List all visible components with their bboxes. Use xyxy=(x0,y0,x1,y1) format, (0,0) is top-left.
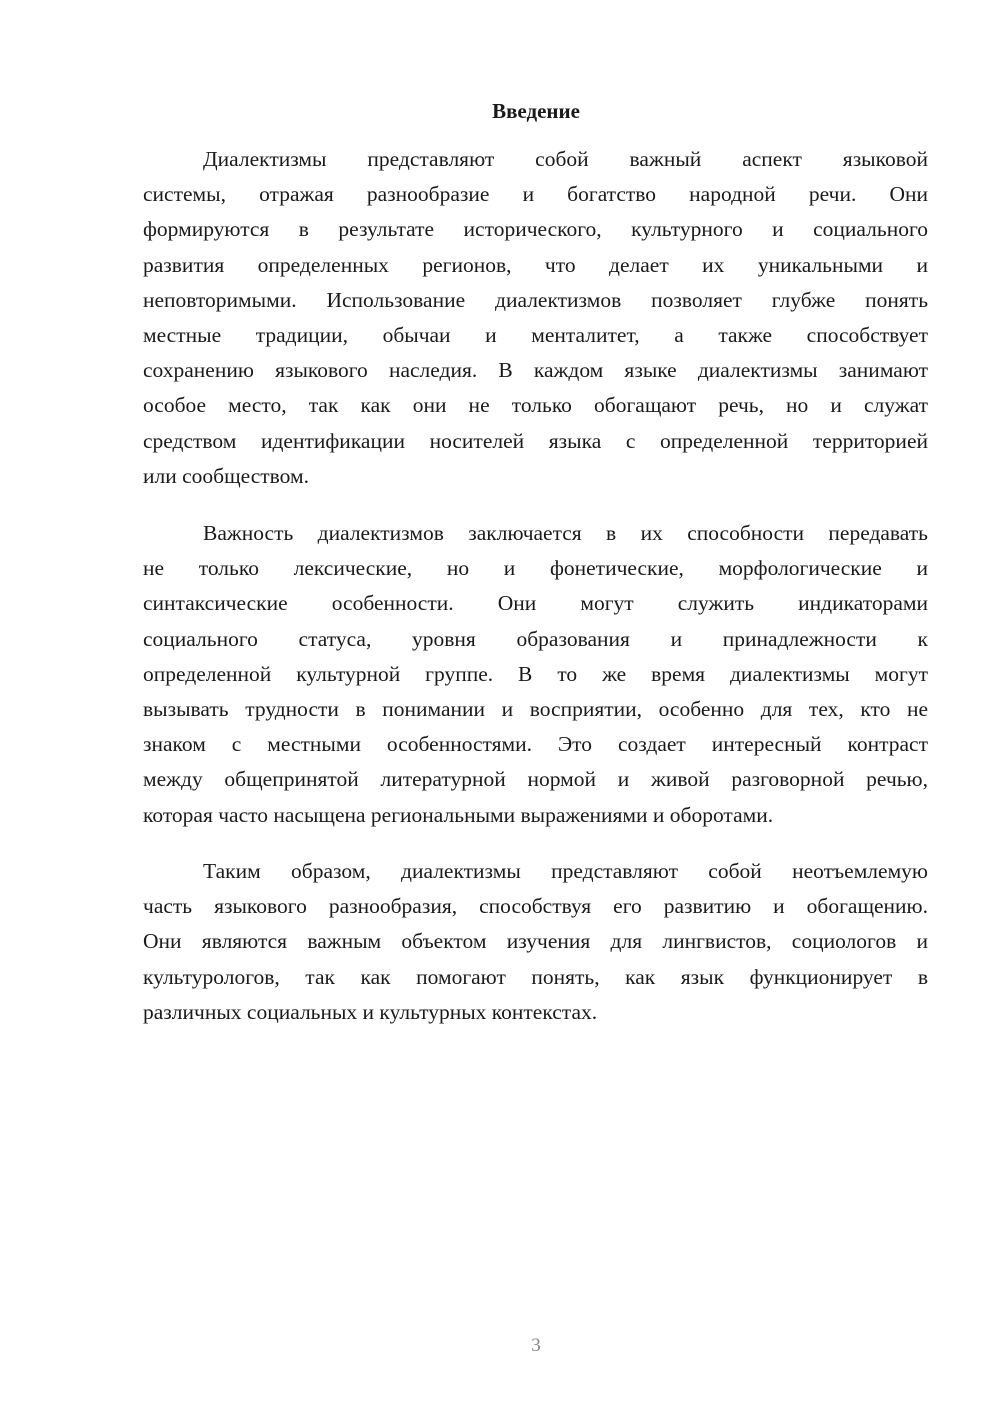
text-line: средством идентификации носителей языка с определенной территорией xyxy=(143,428,928,453)
text-line: не только лексические, но и фонетические, морфологические и xyxy=(143,556,928,581)
text-line: синтаксические особенности. Они могут служить индикаторами xyxy=(143,591,928,616)
paragraph-2 xyxy=(143,516,928,833)
text-line: социального статуса, уровня образования и принадлежности к xyxy=(143,626,928,651)
text-line: неповторимыми. Использование диалектизмов позволяет глубже понять xyxy=(143,287,928,312)
text-line: системы, отражая разнообразие и богатство народной речи. Они xyxy=(143,182,928,207)
text-line: определенной культурной группе. В то же время диалектизмы могут xyxy=(143,661,928,686)
text-line: которая часто насыщена региональными выражениями и оборотами. xyxy=(143,802,774,827)
text-line: знаком с местными особенностями. Это создает интересный контраст xyxy=(143,732,928,757)
page-number: 3 xyxy=(531,1335,541,1356)
paragraph-3 xyxy=(143,854,928,1030)
text-line: сохранению языкового наследия. В каждом языке диалектизмы занимают xyxy=(143,358,928,383)
text-line: местные традиции, обычаи и менталитет, а также способствует xyxy=(143,322,928,347)
text-line: различных социальных и культурных контекстах. xyxy=(143,999,598,1024)
text-line: вызывать трудности в понимании и восприятии, особенно для тех, кто не xyxy=(143,696,928,721)
text-line: Диалектизмы представляют собой важный аспект языковой xyxy=(203,147,928,171)
text-line: Они являются важным объектом изучения для лингвистов, социологов и xyxy=(143,929,928,954)
text-line: Важность диалектизмов заключается в их способности передавать xyxy=(203,521,928,545)
text-line: часть языкового разнообразия, способствуя его развитию и обогащению. xyxy=(143,894,928,919)
text-line: формируются в результате исторического, культурного и социального xyxy=(143,217,928,242)
section-title: Введение xyxy=(492,99,580,123)
text-line: между общепринятой литературной нормой и живой разговорной речью, xyxy=(143,767,928,792)
text-line: или сообществом. xyxy=(143,463,309,488)
paragraph-1 xyxy=(143,142,928,494)
text-line: развития определенных регионов, что делает их уникальными и xyxy=(143,252,928,277)
text-line: особое место, так как они не только обогащают речь, но и служат xyxy=(143,393,928,418)
text-line: культурологов, так как помогают понять, как язык функционирует в xyxy=(143,964,928,989)
text-line: Таким образом, диалектизмы представляют собой неотъемлемую xyxy=(203,859,928,883)
